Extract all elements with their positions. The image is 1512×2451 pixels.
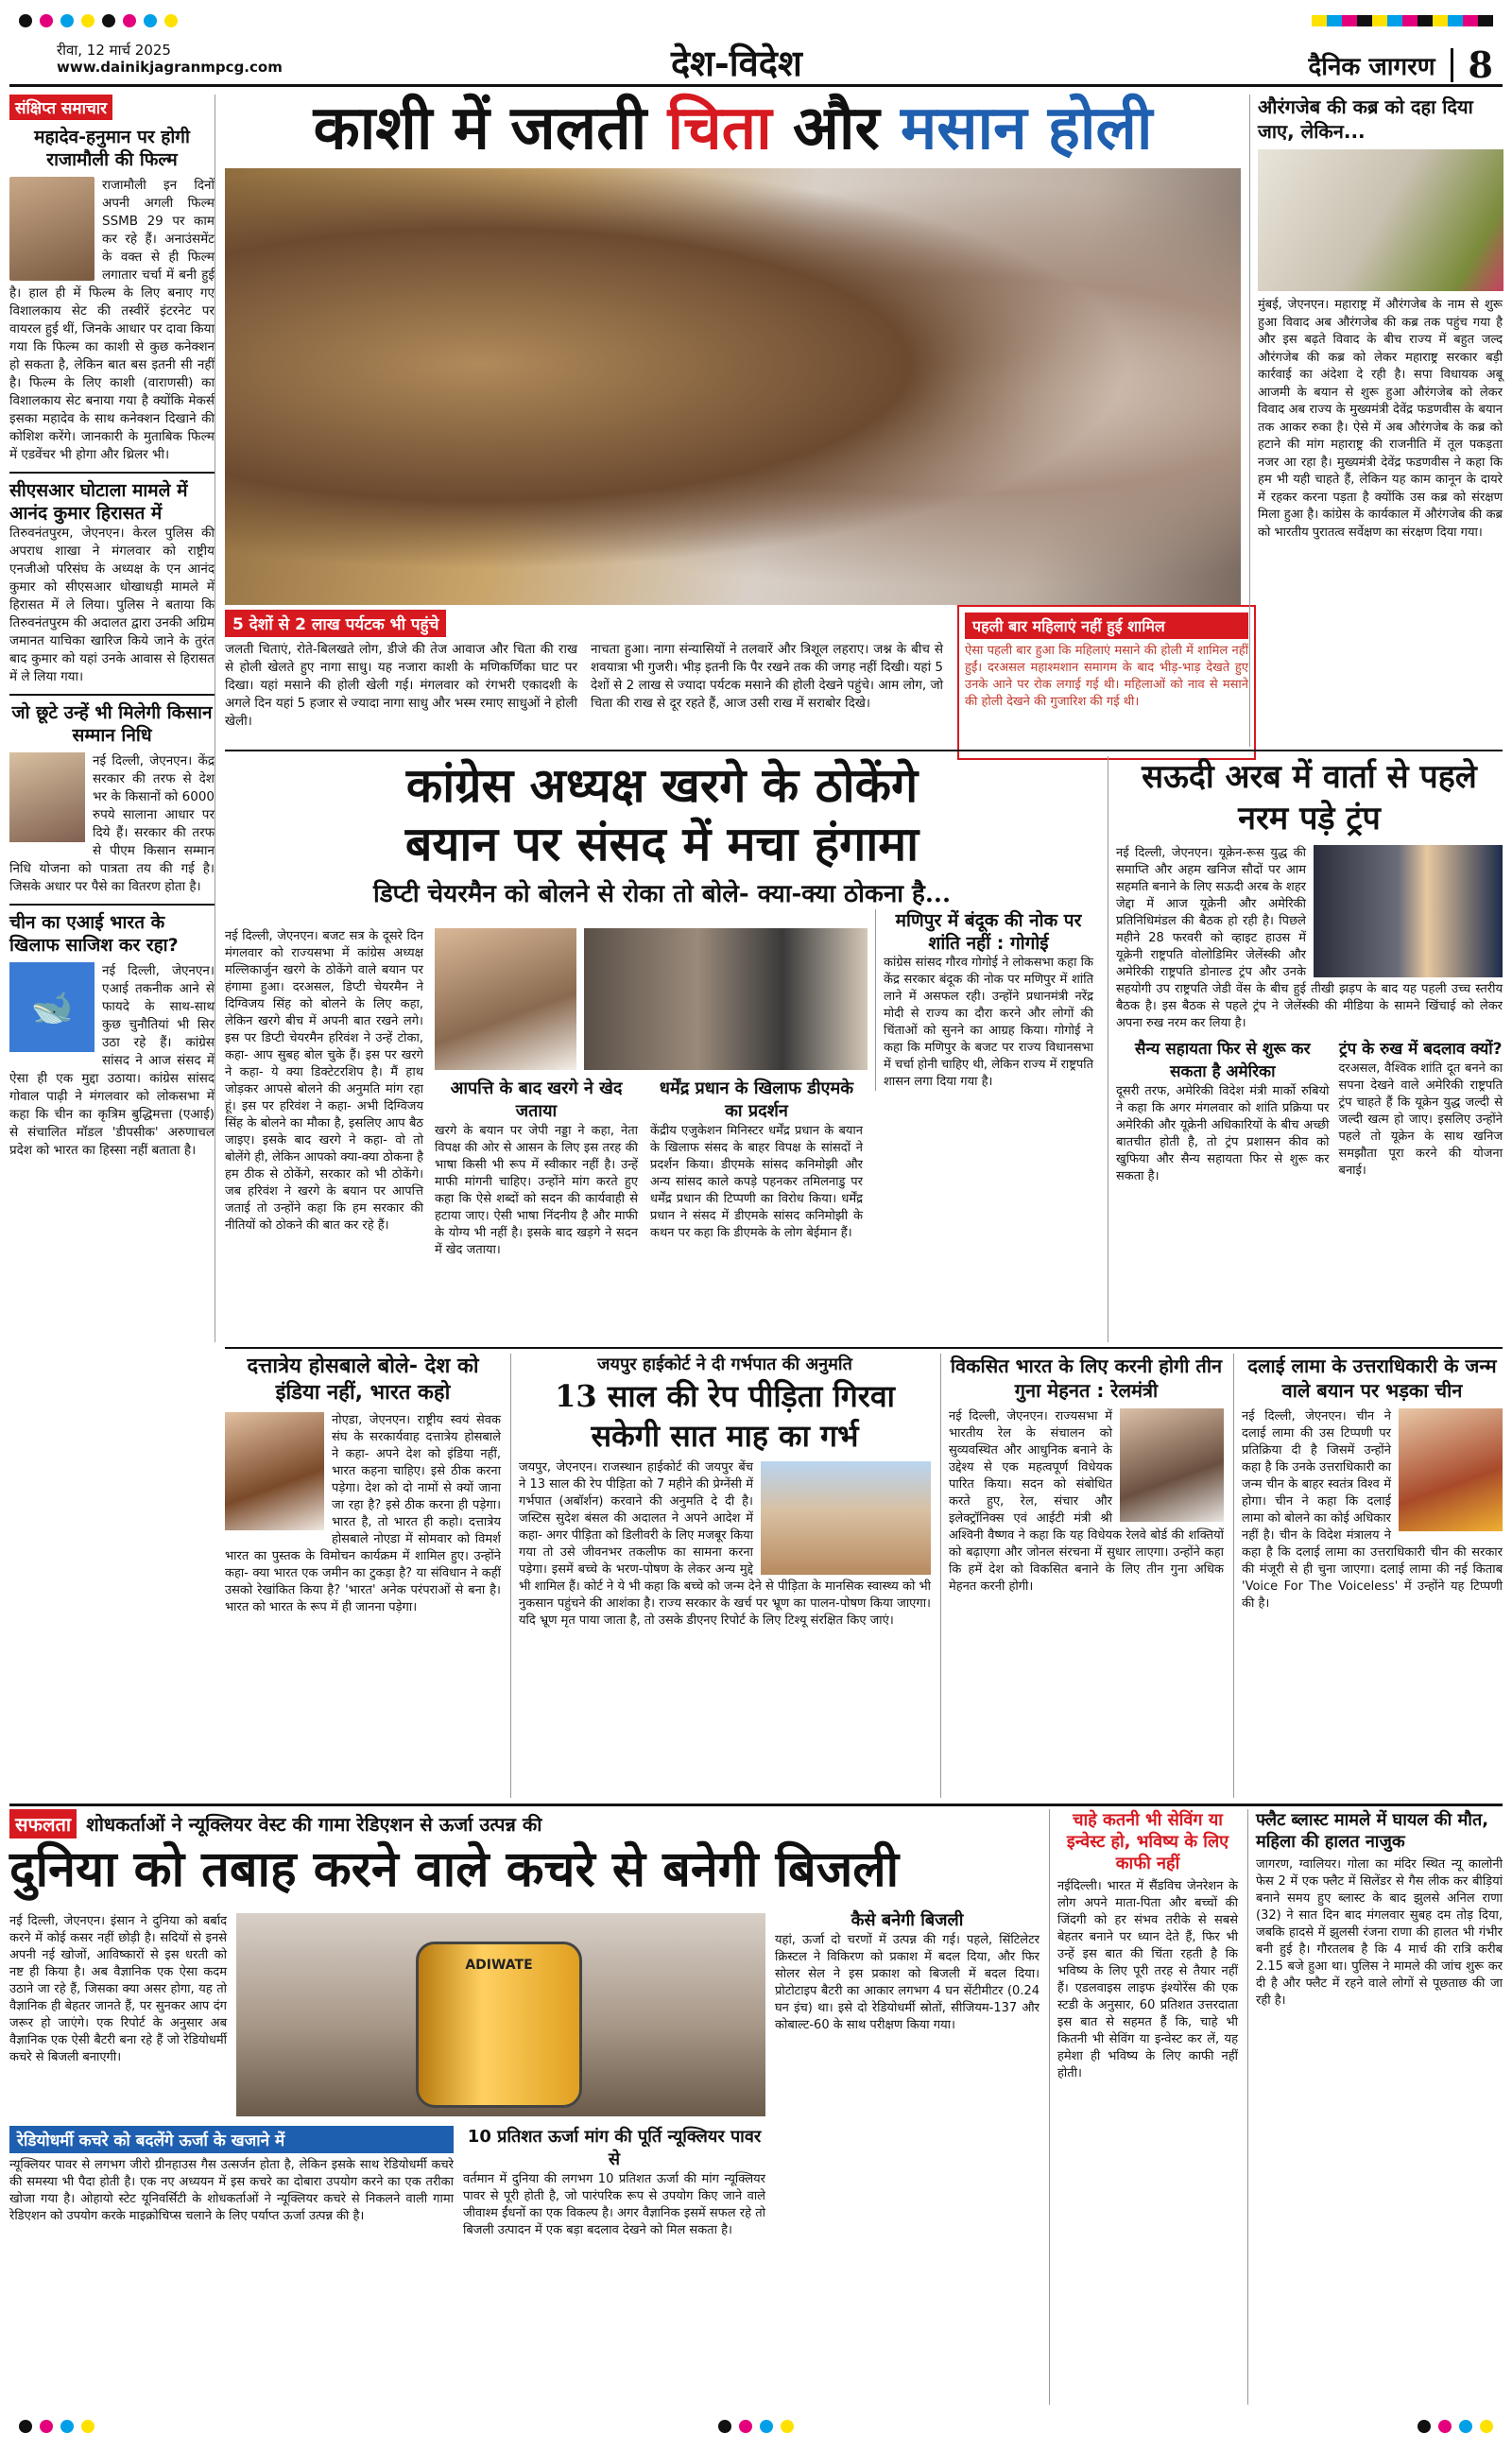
sidebar-item-rajamouli bbox=[9, 126, 215, 464]
deepseek-logo-icon: 🐋 bbox=[30, 988, 74, 1027]
saudi-sub1-body: दूसरी तरफ, अमेरिकी विदेश मंत्री मार्को रुबियो ने कहा कि अगर मंगलवार को शांति प्रक्रिया पर अमेरिकी और यूक्रेनी अधिकारियों के बीच अच्छी बातचीत होती है, तो ट्रंप प्रशासन कीव को खुफिया और सैन्य सहायता फिर से शुरू कर सकता है। bbox=[1116, 1084, 1330, 1183]
sidebar-item-title: महादेव-हनुमान पर होगी राजामौली की फिल्म bbox=[34, 127, 190, 170]
lead-headline: काशी में जलती चिता और मसान होली bbox=[313, 93, 1153, 164]
railway-photo bbox=[1120, 1408, 1224, 1522]
registration-marks bbox=[0, 0, 1512, 42]
saving-title: चाहे कतनी भी सेविंग या इन्वेस्ट हो, भविष्य के लिए काफी नहीं bbox=[1066, 1810, 1229, 1873]
kharge-photo bbox=[435, 928, 576, 1070]
kharge-headline-2: बयान पर संसद में मचा हंगामा bbox=[404, 816, 919, 872]
lead-photo bbox=[225, 168, 1241, 605]
energy-sub1-title: रेडियोधर्मी कचरे को बदलेंगे ऊर्जा के खजाने में bbox=[9, 2126, 454, 2153]
manipur-body: कांग्रेस सांसद गौरव गोगोई ने लोकसभा कहा कि केंद्र सरकार बंदूक की नोक पर मणिपुर में शांति लाने में असफल रही। उन्होंने प्रधानमंत्री नरेंद्र मोदी से राज्य का दौरा करने और लोगों की चिंताओं को सुनने का आग्रह किया। गोगोई ने कहा कि मणिपुर के बजट पर राज्य विधानसभा में चर्चा होनी चाहिए थी, लेकिन राज्य में राष्ट्रपति शासन लगा दिया गया है। bbox=[884, 956, 1093, 1089]
photo-rajamouli bbox=[9, 177, 94, 281]
manipur-title: मणिपुर में बंदूक की नोक पर शांति नहीं : गोगोई bbox=[895, 910, 1082, 954]
dalai-body: नई दिल्ली, जेएनएन। चीन ने दलाई लामा की उस टिप्पणी पर प्रतिक्रिया दी है जिसमें उन्होंने कहा है कि उनके उत्तराधिकारी का जन्म चीन के बाहर स्वतंत्र विश्व में होगा। चीन ने कहा कि दलाई लामा को बोलने का कोई अधिकार नहीं है। चीन के विदेश मंत्रालय ने कहा है कि दलाई लामा का उत्तराधिकारी चीन की सरकार की मंजूरी से ही चुना जाएगा। दलाई लामा की नई किताब 'Voice For The Voiceless' में उन्होंने यह टिप्पणी की है। bbox=[1242, 1409, 1503, 1611]
lead-sidebar-box bbox=[957, 605, 1256, 760]
energy-body: नई दिल्ली, जेएनएन। इंसान ने दुनिया को बर्बाद करने में कोई कसर नहीं छोड़ी है। सदियों से इनसे अपनी नई खोजों, आविष्कारों से इस धरती को नष्ट ही किया है। अब वैज्ञानिक एक ऐसा कदम उठाने जा रहे हैं, जिसका क्या असर होगा, यह तो वैज्ञानिक ही बेहतर जानते हैं, पर सुनकर आप दंग जरूर हो जाएंगे। एक रिपोर्ट के अनुसार अब वैज्ञानिक एक ऐसी बैटरी बना रहे हैं जो रेडियोधर्मी कचरे से बिजली बनाएगी। bbox=[9, 1914, 227, 2064]
kharge-sub2 bbox=[650, 1078, 863, 1242]
gwalior-story bbox=[1247, 1809, 1503, 2405]
railway-story bbox=[940, 1354, 1224, 1798]
kharge-story bbox=[225, 756, 1099, 1342]
energy-sub2 bbox=[463, 2126, 765, 2239]
sidebar-item-title: चीन का एआई भारत के खिलाफ साजिश कर रहा? bbox=[9, 912, 179, 956]
dalai-story bbox=[1233, 1354, 1503, 1798]
aurangzeb-photo bbox=[1258, 149, 1503, 291]
kharge-deck: डिप्टी चेयरमैन को बोलने से रोका तो बोले- क्या-क्या ठोकना है... bbox=[372, 880, 952, 908]
saudi-sub1-title: सैन्य सहायता फिर से शुरू कर सकता है अमेरिका bbox=[1134, 1040, 1311, 1081]
kharge-sub2-title: धर्मेंद्र प्रधान के खिलाफ डीएमके का प्रदर्शन bbox=[659, 1079, 854, 1121]
masthead bbox=[9, 38, 1503, 87]
lead-body-1: जलती चिताएं, रोते-बिलखते लोग, डीजे की तेज आवाज और चिता की राख से होली खेलते हुए नागा साधु। यह नजारा काशी के मणिकर्णिका घाट पर दिखा। यहां मसाने की होली खेली गई। मंगलवार को रंगभरी एकादशी के अगले दिन यहां 5 हजार से ज्यादा नागा साधु और भस्म रमाए साधुओं ने होली खेली। bbox=[225, 642, 577, 729]
kharge-sub1 bbox=[435, 1078, 638, 1259]
sidebar-item-csr bbox=[9, 479, 215, 686]
paper-name: दैनिक जागरण bbox=[1308, 52, 1435, 81]
sidebar-item-body: नई दिल्ली, जेएनएन। एआई तकनीक आने से फायदे के साथ-साथ कुछ चुनौतियां भी सिर उठा रहे हैं। कांग्रेस सांसद ने आज संसद में ऐसा ही एक मुद्दा उठाया। कांग्रेस सांसद गोवाल पाढ़ी ने मंगलवार को लोकसभा में कहा कि चीन का कृत्रिम बुद्धिमत्ता (एआई) से संचालित मॉडल 'डीपसीक' अरुणाचल प्रदेश को भारत का हिस्सा नहीं बताता है। bbox=[9, 963, 215, 1158]
saudi-sub2-title: ट्रंप के रुख में बदलाव क्यों? bbox=[1339, 1040, 1503, 1059]
kharge-body: नई दिल्ली, जेएनएन। बजट सत्र के दूसरे दिन मंगलवार को राज्यसभा में कांग्रेस अध्यक्ष मल्लिकार्जुन खरगे के ठोकेंगे वाले बयान पर हंगामा हुआ। दरअसल, डिप्टी चेयरमैन ने दिग्विजय सिंह को बोलने के लिए कहा, लेकिन खरगे बीच में अपनी बात रखने लगे। इस पर डिप्टी चेयरमैन हरिवंश ने उन्हें टोका, कहा- आप सुबह बोल चुके हैं। इस पर खरगे ने कहा- ये क्या डिक्टेटरशिप है। मैं हाथ जोड़कर आपसे बोलने की अनुमति मांग रहा हूं। इस पर हरिवंश ने कहा- अभी दिग्विजय सिंह के बोलने का मौका है, इसलिए आप बैठ जाइए। इसके बाद खरगे ने कहा- वो तो बोलेंगे ही, लेकिन आपको क्या-क्या ठोकना है हम ठीक से ठोकेंगे, सरकार को भी ठोकेंगे। जब हरिवंश ने खरगे के बयान पर आपत्ति जताई तो उन्होंने कहा कि हम सरकार की नीतियों को ठोकने की बात कर रहे हैं। bbox=[225, 929, 423, 1233]
lead-side-body: ऐसा पहली बार हुआ कि महिलाएं मसाने की होली में शामिल नहीं हुईं। दरअसल महाश्मशान समागम के बाद भीड़-भाड़ देखते हुए उनके आने पर रोक लगाई गई थी। महिलाओं को नाव से मसाने की होली देखने की गुजारिश की गई थी। bbox=[965, 644, 1248, 709]
sidebar-item-body: राजामौली इन दिनों अपनी अगली फिल्म SSMB 29 पर काम कर रहे हैं। अनाउंसमेंट के वक्त से ही फिल्म लगातार चर्चा में बनी हुई है। हाल ही में फिल्म के लिए बनाए गए विशालकाय सेट की तस्वीरें इंटरनेट पर वायरल हुई थीं, जिनके आधार पर दावा किया गया कि फिल्म का काशी से कुछ कनेक्शन हो सकता है, लेकिन बात बस इतनी सी नहीं है। फिल्म के लिए काशी (वाराणसी) का विशालकाय सेट बनाया गया है क्योंकि मेकर्स इसका महादेव के साथ कनेक्शन दिखाने की कोशिश करेंगे। जानकारी के मुताबिक फिल्म में एडवेंचर भी होगा और थ्रिलर भी। bbox=[9, 178, 215, 462]
color-dots-left bbox=[19, 14, 178, 27]
hosabale-body: नोएडा, जेएनएन। राष्ट्रीय स्वयं सेवक संघ के सरकार्यवाह दत्तात्रेय होसबाले ने कहा- अपने देश को इंडिया नहीं, भारत कहना चाहिए। इसे ठीक करना पड़ेगा। देश को दो नामों से क्यों जाना जा रहा है? इसे ठीक करना ही पड़ेगा। भारत है, तो भारत ही कहो। दत्तात्रेय होसबाले नोएडा में सोमवार को विमर्श भारत का पुस्तक के विमोचन कार्यक्रम में शामिल हुए। उन्होंने कहा- क्या भारत एक जमीन का टुकड़ा है? या संविधान ने कहीं उसको रेखांकित किया है? 'भारत' अनेक परंपराओं से बना है। भारत को भारत के रूप में ही जानना पड़ेगा। bbox=[225, 1413, 501, 1614]
kharge-headline-1: कांग्रेस अध्यक्ष खरगे के ठोकेंगे bbox=[405, 757, 919, 813]
sidebar-item-title: सीएसआर घोटाला मामले में आनंद कुमार हिरासत में bbox=[9, 480, 188, 524]
sidebar-item-body: नई दिल्ली, जेएनएन। केंद्र सरकार की तरफ से देश भर के किसानों को 6000 रुपये सालाना आधार पर दिये हैं। सरकार की तरफ से पीएम किसान सम्मान निधि योजना को पात्रता तय की गई है। जिसके अधार पर पैसे का वितरण होता है। bbox=[9, 753, 215, 894]
hosabale-title: दत्तात्रेय होसबाले बोले- देश को इंडिया नहीं, भारत कहो bbox=[247, 1355, 479, 1405]
sidebar-item-body: तिरुवनंतपुरम, जेएनएन। केरल पुलिस की अपराध शाखा ने मंगलवार को राष्ट्रीय एनजीओ परिसंघ के अध्यक्ष के एन आनंद कुमार को सीएसआर धोखाधड़ी मामले में हिरासत में ले लिया। पुलिस ने बताया कि तिरुवनंतपुरम की अदालत द्वारा उनकी अग्रिम जमानत याचिका खारिज किये जाने के तुरंत बाद कुमार को यहां उनके आवास से हिरासत में ले लिया गया। bbox=[9, 526, 215, 684]
battery-graphic bbox=[416, 1942, 582, 2108]
saudi-photo bbox=[1314, 845, 1503, 977]
saudi-story bbox=[1108, 756, 1503, 1342]
sidebar-item-china-ai bbox=[9, 911, 215, 1160]
color-bars-right bbox=[1312, 15, 1493, 26]
energy-kicker: शोधकर्ताओं ने न्यूक्लियर वेस्ट की गामा रेडिएशन से ऊर्जा उत्पन्न की bbox=[86, 1813, 542, 1836]
sidebar-label: संक्षिप्त समाचार bbox=[9, 95, 215, 120]
website[interactable]: www.dainikjagranmpcg.com bbox=[57, 59, 283, 76]
sidebar-item-kisan bbox=[9, 701, 215, 896]
section-title: देश-विदेश bbox=[671, 42, 802, 84]
lead-story bbox=[225, 93, 1248, 747]
jaipur-title: 13 साल की रेप पीड़िता गिरवा सकेगी सात माह का गर्भ bbox=[555, 1378, 895, 1454]
lead-body-2: नाचता हुआ। नागा संन्यासियों ने तलवारें और त्रिशूल लहराए। जश्न के बीच से शवयात्रा भी गुजरी। भीड़ इतनी कि पैर रखने तक की जगह नहीं दिखी। यहां 5 देशों से 2 लाख से ज्यादा पर्यटक मसाने की होली देखने पहुंचे। आम लोग, जो चिता की राख से दूर रहते हैं, आज उसी राख में सराबोर दिखे। bbox=[591, 642, 943, 711]
energy-label: सफलता bbox=[9, 1809, 77, 1838]
lead-caption: 5 देशों से 2 लाख पर्यटक भी पहुंचे bbox=[225, 610, 446, 637]
saving-story bbox=[1049, 1809, 1238, 2405]
saudi-title: सऊदी अरब में वार्ता से पहले नरम पड़े ट्रंप bbox=[1142, 758, 1477, 837]
hosabale-photo bbox=[225, 1412, 324, 1530]
manipur-story bbox=[875, 909, 1093, 1091]
energy-sub3 bbox=[775, 1909, 1040, 2034]
kharge-sub2-body: केंद्रीय एजुकेशन मिनिस्टर धर्मेंद्र प्रधान के बयान के खिलाफ संसद के बाहर विपक्ष के सांसदों ने प्रदर्शन किया। डीएमके सांसद कनिमोझी और अन्य सांसद काले कपड़े पहनकर तमिलनाडु पर धर्मेंद्र प्रधान की टिप्पणी का विरोध किया। धर्मेंद्र प्रधान ने संसद में डीएमके सांसद कनिमोझी के कथन पर कहा कि डीएमके के लोग बेईमान हैं। bbox=[650, 1124, 863, 1240]
dalai-photo bbox=[1399, 1408, 1503, 1531]
battery-photo bbox=[236, 1913, 765, 2116]
dalai-title: दलाई लामा के उत्तराधिकारी के जन्म वाले बयान पर भड़का चीन bbox=[1247, 1355, 1497, 1402]
masthead-info bbox=[57, 42, 283, 76]
sidebar-item-title: जो छूटे उन्हें भी मिलेगी किसान सम्मान निधि bbox=[11, 702, 213, 746]
saudi-sub2-body: दरअसल, वैश्विक शांति दूत बनने का सपना देखने वाले अमेरिकी राष्ट्रपति ट्रंप चाहते हैं कि यूक्रेन युद्ध जल्दी से जल्दी खत्म हो जाए। इसलिए उन्होंने पहले तो यूक्रेन के साथ खनिज समझौता पूरा करने की योजना बनाई। bbox=[1338, 1062, 1503, 1178]
railway-body: नई दिल्ली, जेएनएन। राज्यसभा में भारतीय रेल के संचालन को सुव्यवस्थित और आधुनिक बनाने के उद्देश्य से एक महत्वपूर्ण विधेयक पारित किया। सदन को संबोधित करते हुए, रेल, संचार और इलेक्ट्रॉनिक्स एवं आईटी मंत्री श्री अश्विनी वैष्णव ने कहा कि यह विधेयक रेलवे बोर्ड की शक्तियों को बढ़ाएगा और जोनल संरचना में सुधार लाएगा। उन्होंने कहा कि हमें देश को विकसित बनाने के लिए तीन गुना अधिक मेहनत करनी होगी। bbox=[949, 1409, 1224, 1594]
page-number: 8 bbox=[1468, 43, 1493, 86]
aurangzeb-title: औरंगजेब की कब्र को दहा दिया जाए, लेकिन... bbox=[1258, 95, 1473, 143]
energy-sub1-body: न्यूक्लियर पावर से लगभग जीरो ग्रीनहाउस गैस उत्सर्जन होता है, लेकिन इसके साथ रेडियोधर्मी कचरे की समस्या भी पैदा होती है। एक नए अध्ययन में इस कचरे का दोबारा उपयोग करने का एक तरीका खोजा गया है। ओहायो स्टेट यूनिवर्सिटी के शोधकर्ताओं ने न्यूक्लियर कचरे से निकलने वाली गामा रेडिएशन को उपयोग करके माइक्रोचिप्स चलाने के लिए पर्याप्त ऊर्जा उत्पन्न की है। bbox=[9, 2158, 454, 2223]
hosabale-story bbox=[225, 1354, 501, 1798]
energy-sub3-body: यहां, ऊर्जा दो चरणों में उत्पन्न की गई। पहले, सिंटिलेटर क्रिस्टल ने विकिरण को प्रकाश में बदल दिया, और फिर सोलर सेल ने इस प्रकाश को बिजली में बदल दिया। प्रोटोटाइप बैटरी का आकार लगभग 4 घन सेंटीमीटर (0.24 घन इंच) था। इसे दो रेडियोधर्मी स्रोतों, सीजियम-137 और कोबाल्ट-60 के साथ परीक्षण किया गया। bbox=[775, 1933, 1040, 2032]
railway-title: विकसित भारत के लिए करनी होगी तीन गुना मेहनत : रेलमंत्री bbox=[950, 1355, 1223, 1402]
energy-title: दुनिया को तबाह करने वाले कचरे से बनेगी बिजली bbox=[9, 1840, 900, 1898]
aurangzeb-story bbox=[1249, 95, 1503, 747]
kharge-sub1-title: आपत्ति के बाद खरगे ने खेद जताया bbox=[450, 1079, 623, 1121]
date: रीवा, 12 मार्च 2025 bbox=[57, 42, 171, 59]
jaipur-photo bbox=[761, 1461, 931, 1575]
photo-shivraj bbox=[9, 752, 85, 842]
energy-sub2-body: वर्तमान में दुनिया की लगभग 10 प्रतिशत ऊर्जा की मांग न्यूक्लियर पावर से पूरी होती है, जो पारंपरिक रूप से उपयोग किए जाने वाले जीवाश्म ईंधनों का एक विकल्प है। अगर वैज्ञानिक इसमें सफल रहे तो बिजली उत्पादन में एक बड़ा बदलाव देखने को मिल सकता है। bbox=[463, 2172, 765, 2237]
energy-story bbox=[9, 1809, 1040, 2405]
gwalior-body: जागरण, ग्वालियर। गोला का मंदिर स्थित न्यू कालोनी फेस 2 में एक फ्लैट में सिलेंडर से गैस लीक कर बीड़ियां बनाने समय हुए ब्लास्ट के बाद झुलसे अनिल राणा (32) ने सात दिन बाद मंगलवार सुबह दम तोड़ दिया, जबकि हादसे में झुलसी रंजना राणा की हालत भी गंभीर बनी हुई है। गौरतलब है कि 4 मार्च की रात्रि करीब 2.15 बजे हुआ था। पुलिस ने मामले की जांच शुरू कर दी है और फ्लैट में रहने वाले लोगों से पूछताछ की जा रही है। bbox=[1256, 1857, 1503, 2008]
kharge-sub1-body: खरगे के बयान पर जेपी नड्डा ने कहा, नेता विपक्ष की ओर से आसन के लिए इस तरह की भाषा किसी भी रूप में स्वीकार नहीं है। उन्हें माफी मांगनी चाहिए। उन्होंने मांग करते हुए कहा कि ऐसे शब्दों को सदन की कार्यवाही से हटाया जाए। ऐसी भाषा निंदनीय है और माफी के योग्य भी नहीं है। इसके बाद खड़गे ने सदन में खेद जताया। bbox=[435, 1124, 638, 1257]
photo-deepseek bbox=[9, 962, 94, 1052]
jaipur-kicker: जयपुर हाईकोर्ट ने दी गर्भपात की अनुमति bbox=[597, 1355, 852, 1374]
jaipur-body: जयपुर, जेएनएन। राजस्थान हाईकोर्ट की जयपुर बेंच ने 13 साल की रेप पीड़िता को 7 महीने की प्रेग्नेंसी में गर्भपात (अबॉर्शन) करवाने की अनुमति दे दी है। जस्टिस सुदेश बंसल की अदालत ने अपने आदेश में कहा- अगर पीड़िता को डिलीवरी के लिए मजबूर किया गया तो उसे जीवनभर तकलीफ का सामना करना पड़ेगा। इसमें बच्चे के भरण-पोषण के लेकर अन्य मुद्दे भी शामिल हैं। कोर्ट ने ये भी कहा कि बच्चे को जन्म देने से पीड़िता के मानसिक स्वास्थ्य को भी नुकसान पहुंचने की आशंका है। राज्य सरकार के खर्च पर भ्रूण का पालन-पोषण किया जाएगा। यदि भ्रूण मृत पाया जाता है, तो उसके डीएनए रिपोर्ट के लिए टिश्यू संरक्षित किए जाएं। bbox=[519, 1460, 931, 1628]
sidebar bbox=[9, 95, 215, 1342]
energy-sub1 bbox=[9, 2126, 454, 2225]
saving-body: नईदिल्ली। भारत में सैंडविच जेनरेशन के लोग अपने माता-पिता और बच्चों की जिंदगी को हर संभव तरीके से सबसे बेहतर बनाने पर ध्यान देते हैं, फिर भी उन्हें इस बात की चिंता रहती है कि भविष्य के लिए पूरी तरह से तैयार नहीं हैं। एडलवाइस लाइफ इंश्योरेंस की एक स्टडी के अनुसार, 60 प्रतिशत उत्तरदाता इस बात से सहमत हैं कि, चाहे भी कितनी भी सेविंग या इन्वेस्ट कर लें, यह हमेशा ही भविष्य के लिए काफी नहीं होती। bbox=[1057, 1879, 1238, 2080]
energy-sub3-title: कैसे बनेगी बिजली bbox=[850, 1910, 964, 1930]
lead-side-title: पहली बार महिलाएं नहीं हुई शामिल bbox=[965, 613, 1248, 639]
saudi-body: नई दिल्ली, जेएनएन। यूक्रेन-रूस युद्ध की समाप्ति और अहम खनिज सौदों पर आम सहमति बनाने के लिए सऊदी अरब के शहर जेद्दा में आज यूक्रेनी और अमेरिकी प्रतिनिधिमंडल की बैठक हो रही है। पिछले महीने 28 फरवरी को व्हाइट हाउस में यूक्रेनी राष्ट्रपति वोलोडिमिर जेलेंस्की और अमेरिकी राष्ट्रपति डोनाल्ड ट्रंप और उनके सहयोगी उप राष्ट्रपति जेडी वेंस के बीच हुई तीखी झड़प के बाद यह पहली उच्च स्तरीय बैठक है। इस बैठक से पहले ट्रंप ने जेलेंस्की की मीडिया के सामने खिंचाई को लेकर अपना रुख नरम कर लिया है। bbox=[1116, 846, 1503, 1030]
protest-photo bbox=[584, 928, 868, 1070]
jaipur-story bbox=[510, 1354, 931, 1798]
gwalior-title: फ्लैट ब्लास्ट मामले में घायल की मौत, महिला की हालत नाजुक bbox=[1256, 1810, 1489, 1852]
bottom-registration bbox=[0, 2420, 1512, 2448]
aurangzeb-body: मुंबई, जेएनएन। महाराष्ट्र में औरंगजेब के नाम से शुरू हुआ विवाद अब औरंगजेब की कब्र तक पहुंच गया है और इस बढ़ते विवाद के बीच राज्य में बहुत जल्द औरंगजेब की कब्र को लेकर महाराष्ट्र सरकार बड़ी कार्रवाई का अंदेशा दे रही है। सपा विधायक अबू आजमी के बयान से शुरू हुआ औरंगजेब को लेकर विवाद अब राज्य के मुख्यमंत्री देवेंद्र फडणवीस के बयान तक आकर रुका है। ऐसे में अब औरंगजेब के कब्र को हटाने की मांग महाराष्ट्र की राजनीति में तूल पकड़ता नजर आ रहा है। मुख्यमंत्री देवेंद्र फडणवीस ने कहा कि हम भी यही चाहते हैं, लेकिन यह काम कानून के दायरे में रहकर करना पड़ता है क्योंकि उस कब्र को संरक्षण मिला हुआ है। कांग्रेस के कार्यकाल में औरंगजेब की कब्र को भारतीय पुरातत्व सर्वेक्षण का संरक्षण दिया गया। bbox=[1258, 298, 1503, 540]
battery-label: ADIWATE bbox=[465, 1958, 533, 1973]
energy-sub2-title: 10 प्रतिशत ऊर्जा मांग की पूर्ति न्यूक्लियर पावर से bbox=[467, 2127, 762, 2169]
masthead-right bbox=[1308, 43, 1493, 86]
